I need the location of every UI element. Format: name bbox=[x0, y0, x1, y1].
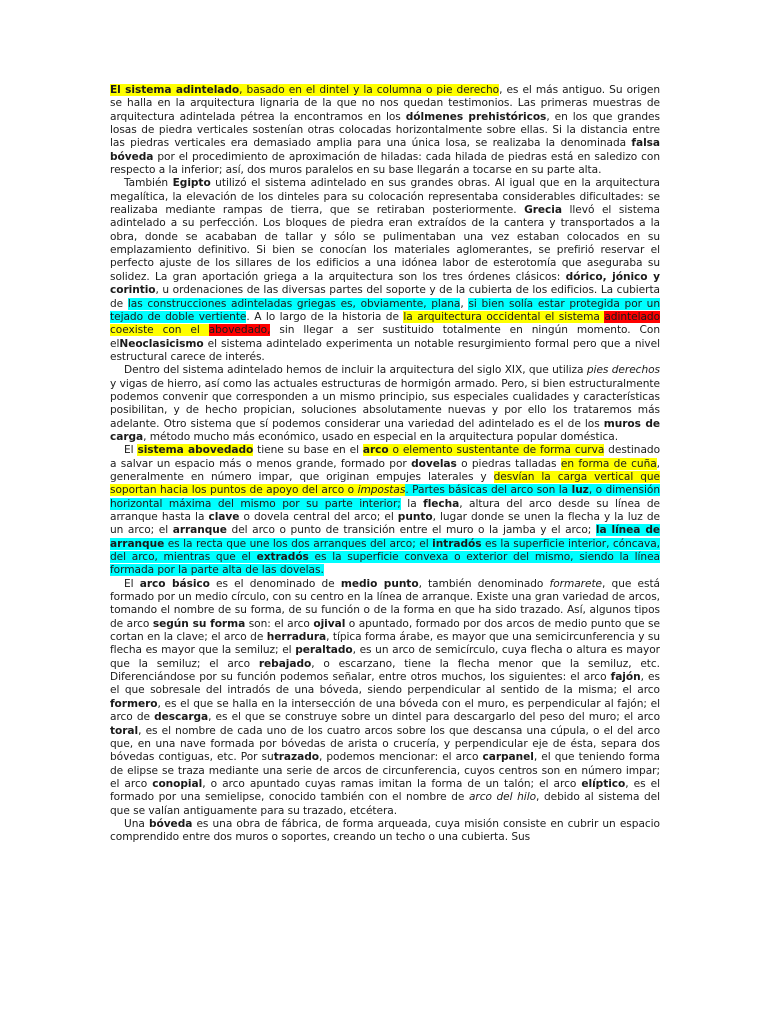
highlighted-text: si bien solía estar protegida por un tejado de doble vertiente bbox=[110, 297, 661, 323]
text-run: por el procedimiento de aproximación de hiladas: cada hilada de piedras está en saledizo con respecto a la inferior; así, dos muros paralelos en su base llegarán a tocarse en su parte alta. bbox=[110, 150, 660, 177]
text-run: , el que teniendo forma de elipse se traza mediante una serie de arcos de circunferencia, cuyos centros son en número impar; el arco bbox=[110, 751, 660, 790]
text-run: , bbox=[460, 297, 469, 310]
highlighted-text: las construcciones adinteladas griegas es, obviamente, plana bbox=[127, 297, 461, 310]
bold-term: descarga bbox=[154, 711, 209, 724]
highlighted-text: arco bbox=[362, 444, 389, 457]
text-run: llevó el sistema adintelado a su perfección. Los bloques de piedra eran extraídos de la cantera y transportados a la obra, donde se acababan de tallar y sólo se pulimentaban una vez estaban colocados en su emplazamiento definitivo. Si bien se conocían los materiales aglomerantes, se prefirió reservar el perfecto ajuste de los sillares de los edificios a una idónea labor de esterotomía que aseguraba su solidez. La gran aportación griega a la arquitectura son los tres órdenes clásicos: bbox=[110, 204, 660, 283]
text-run: , es el formado por una semielipse, conocido también con el nombre de bbox=[110, 777, 660, 804]
bold-term: elíptico bbox=[581, 777, 626, 790]
text-run: , lugar donde se unen la flecha y la luz de un arco; el bbox=[110, 511, 660, 537]
paragraph-egipto-grecia bbox=[110, 177, 660, 364]
bold-term: Egipto bbox=[172, 177, 211, 190]
paragraph-siglo-xix bbox=[110, 364, 660, 444]
text-run: Una bbox=[124, 817, 149, 830]
highlighted-text: coexiste con el bbox=[110, 324, 209, 337]
text-run: El bbox=[124, 444, 138, 457]
text-run: el sistema adintelado experimenta un notable resurgimiento formal pero que a nivel estructural carece de interés. bbox=[110, 337, 660, 363]
highlighted-text: en forma de cuña bbox=[560, 457, 657, 470]
italic-term: arco del hilo bbox=[468, 791, 537, 804]
text-run: , es el nombre de cada uno de los cuatro arcos sobre los que descansa una cúpula, o el del arco que, en una nave formada por bóvedas de arista o crucería, y perpendicular eje de ésta, separa dos bóvedas contiguas, etc. Por su bbox=[110, 724, 660, 764]
text-run: utilizó el sistema adintelado en sus grandes obras. Al igual que en la arquitectura megalítica, la elevación de los dinteles para su colocación representaba considerables dificultades: se realizaba mediante rampas de tierra, que se retiraban posteriormente. bbox=[110, 177, 660, 217]
highlighted-text: intradós bbox=[432, 537, 482, 550]
bold-term: punto bbox=[397, 511, 433, 523]
bold-term: dórico, jónico y corintio bbox=[110, 270, 661, 297]
text-run: , o arco apuntado cuyas ramas imitan la forma de un talón; el arco bbox=[202, 777, 582, 790]
text-run: sin llegar a ser sustituido totalmente en ningún momento. Con el bbox=[110, 324, 660, 350]
document-page bbox=[110, 84, 660, 845]
bold-term: ojival bbox=[313, 617, 346, 630]
text-run: destinado a salvar un espacio más o menos grande, formado por bbox=[110, 444, 660, 470]
italic-term: formarete bbox=[549, 577, 603, 590]
bold-term: conopial bbox=[152, 777, 203, 790]
bold-term: Grecia bbox=[524, 204, 562, 217]
bold-term: fajón bbox=[610, 671, 641, 684]
text-run: , típica forma árabe, es mayor que una semicircunferencia y su flecha es mayor que la semiluz; el bbox=[110, 631, 660, 657]
highlighted-text: desvían la carga vertical que soportan hacia los puntos de apoyo del arco o bbox=[110, 470, 661, 497]
paragraph-tipos-de-arco bbox=[110, 578, 660, 818]
paragraph-boveda bbox=[110, 818, 660, 845]
bold-term: medio punto bbox=[340, 577, 419, 590]
paragraph-sistema-adintelado bbox=[110, 84, 660, 177]
text-run: , también denominado bbox=[418, 577, 550, 590]
text-run: son: el arco bbox=[245, 617, 314, 630]
text-run: , es un arco de semicírculo, cuya flecha o altura es mayor que la semiluz; el arco bbox=[110, 644, 660, 670]
paragraph-sistema-abovedado bbox=[110, 444, 660, 577]
text-run: , es el más antiguo. Su origen se halla en la arquitectura lignaria de la que no nos quedan testimonios. Las primeras muestras de arquitectura adintelada pétrea la encontramos en los bbox=[110, 84, 661, 123]
bold-term: arco básico bbox=[139, 577, 210, 590]
text-run: También bbox=[124, 177, 173, 190]
text-run: , es el que se construye sobre un dintel para descargarlo del peso del muro; el arco bbox=[208, 711, 660, 724]
text-run: , u ordenaciones de las diversas partes del soporte y de la cubierta de los edificios. La cubierta de bbox=[110, 284, 660, 310]
text-run: El bbox=[124, 577, 140, 590]
text-run: Dentro del sistema adintelado hemos de incluir la arquitectura del siglo XIX, que utiliza bbox=[124, 364, 587, 377]
text-run: , debido al sistema del que se valían antiguamente para su trazado, etcétera. bbox=[110, 791, 661, 817]
text-run: , podemos mencionar: el arco bbox=[318, 751, 483, 764]
text-run: , es el que sobresale del intradós de una bóveda, siendo perpendicular al sentido de la misma; el arco bbox=[110, 671, 660, 697]
bold-term: falsa bóveda bbox=[110, 137, 660, 163]
text-run: y vigas de hierro, así como las actuales estructuras de hormigón armado. Pero, si bien estructuralmente podemos convenir que corresponden a un mismo principio, sus especiales cualidades y características posibilitan, y de hecho propician, soluciones absolutamente nuevas y por ello los trataremos más adelante. Otro sistema que sí podemos considerar una variedad del adintelado es el de los bbox=[110, 377, 660, 430]
bold-term: dovelas bbox=[411, 457, 457, 470]
highlighted-text: la línea de arranque bbox=[110, 524, 660, 550]
text-run: , que está formado por un medio círculo, con su centro en la línea de arranque. Existe una gran variedad de arcos, tomando el nombre de su forma, de su función o de la forma en que ha sido trazado. Así, algunos tipos de arco bbox=[110, 577, 660, 630]
text-run: tiene su base en el bbox=[253, 444, 363, 457]
bold-term: bóveda bbox=[148, 817, 193, 830]
text-run: , generalmente en número impar, que originan empujes laterales y bbox=[110, 457, 660, 483]
text-run: , altura del arco desde su línea de arranque hasta la bbox=[110, 497, 660, 523]
highlighted-text: impostas bbox=[357, 484, 406, 497]
text-run: es una obra de fábrica, de forma arqueada, cuya misión consiste en cubrir un espacio comprendido entre dos muros o soportes, creando un techo o una cubierta. Sus bbox=[110, 817, 660, 844]
highlighted-text: la arquitectura occidental el sistema bbox=[403, 310, 605, 323]
highlighted-text: luz bbox=[571, 484, 589, 497]
highlighted-text: adintelado bbox=[604, 310, 661, 323]
text-run: del arco o punto de transición entre el muro o la jamba y el arco; bbox=[226, 524, 596, 537]
highlighted-text: El sistema adintelado bbox=[110, 84, 240, 96]
bold-term: rebajado bbox=[258, 657, 312, 670]
highlighted-text: es la superficie convexa o exterior del mismo, siendo la línea formada por la parte alta de las dovelas. bbox=[110, 551, 660, 577]
text-run: o dovela central del arco; el bbox=[239, 511, 398, 523]
bold-term: flecha bbox=[423, 497, 460, 510]
text-run: . A lo largo de la historia de bbox=[246, 310, 404, 323]
highlighted-text: , basado en el dintel y la columna o pie derecho bbox=[239, 84, 500, 96]
text-run: o apuntado, formado por dos arcos de medio punto que se cortan en la clave; el arco de bbox=[110, 617, 660, 644]
text-run: , método mucho más económico, usado en especial en la arquitectura popular doméstica. bbox=[143, 430, 619, 443]
highlighted-text: abovedado, bbox=[208, 324, 271, 337]
italic-term: pies derechos bbox=[586, 364, 661, 377]
bold-term: trazado bbox=[273, 751, 319, 764]
bold-term: según su forma bbox=[152, 617, 246, 630]
bold-term: carpanel bbox=[482, 751, 534, 764]
bold-term: arranque bbox=[172, 524, 227, 537]
bold-term: peraltado bbox=[295, 644, 353, 657]
bold-term: clave bbox=[208, 511, 240, 523]
bold-term: muros de carga bbox=[110, 417, 660, 443]
bold-term: toral bbox=[110, 724, 139, 737]
highlighted-text: sistema abovedado bbox=[137, 444, 254, 457]
highlighted-text: es la recta que une los dos arranques del arco; el bbox=[164, 537, 433, 550]
text-run: , en los que grandes losas de piedra verticales sostenían otras colocadas horizontalmente sobre ellas. Si la distancia entre las piedras verticales era demasiado amplia para una única losa, se realizaba la denominada bbox=[110, 110, 660, 150]
highlighted-text: es la superficie interior, cóncava, del arco, mientras que el bbox=[110, 537, 660, 564]
text-run: o piedras talladas bbox=[456, 457, 561, 470]
highlighted-text: , o dimensión horizontal máxima del mismo por su parte interior; bbox=[110, 484, 660, 510]
bold-term: formero bbox=[110, 697, 158, 710]
bold-term: herradura bbox=[266, 631, 327, 644]
bold-term: dólmenes prehistóricos bbox=[405, 110, 547, 123]
text-run: es el denominado de bbox=[209, 577, 341, 590]
text-run: , es el que se halla en la intersección de una bóveda con el muro, es perpendicular al fajón; el arco de bbox=[110, 697, 660, 724]
highlighted-text: . Partes básicas del arco son la bbox=[405, 484, 572, 497]
text-run: , o escarzano, tiene la flecha menor que la semiluz, etc. Diferenciándose por su función podemos señalar, entre otros muchos, los siguientes: el arco bbox=[110, 657, 660, 684]
highlighted-text: o elemento sustentante de forma curva bbox=[388, 444, 605, 457]
text-run: la bbox=[400, 497, 424, 510]
highlighted-text: extradós bbox=[256, 551, 309, 564]
bold-term: Neoclasicismo bbox=[119, 337, 204, 350]
